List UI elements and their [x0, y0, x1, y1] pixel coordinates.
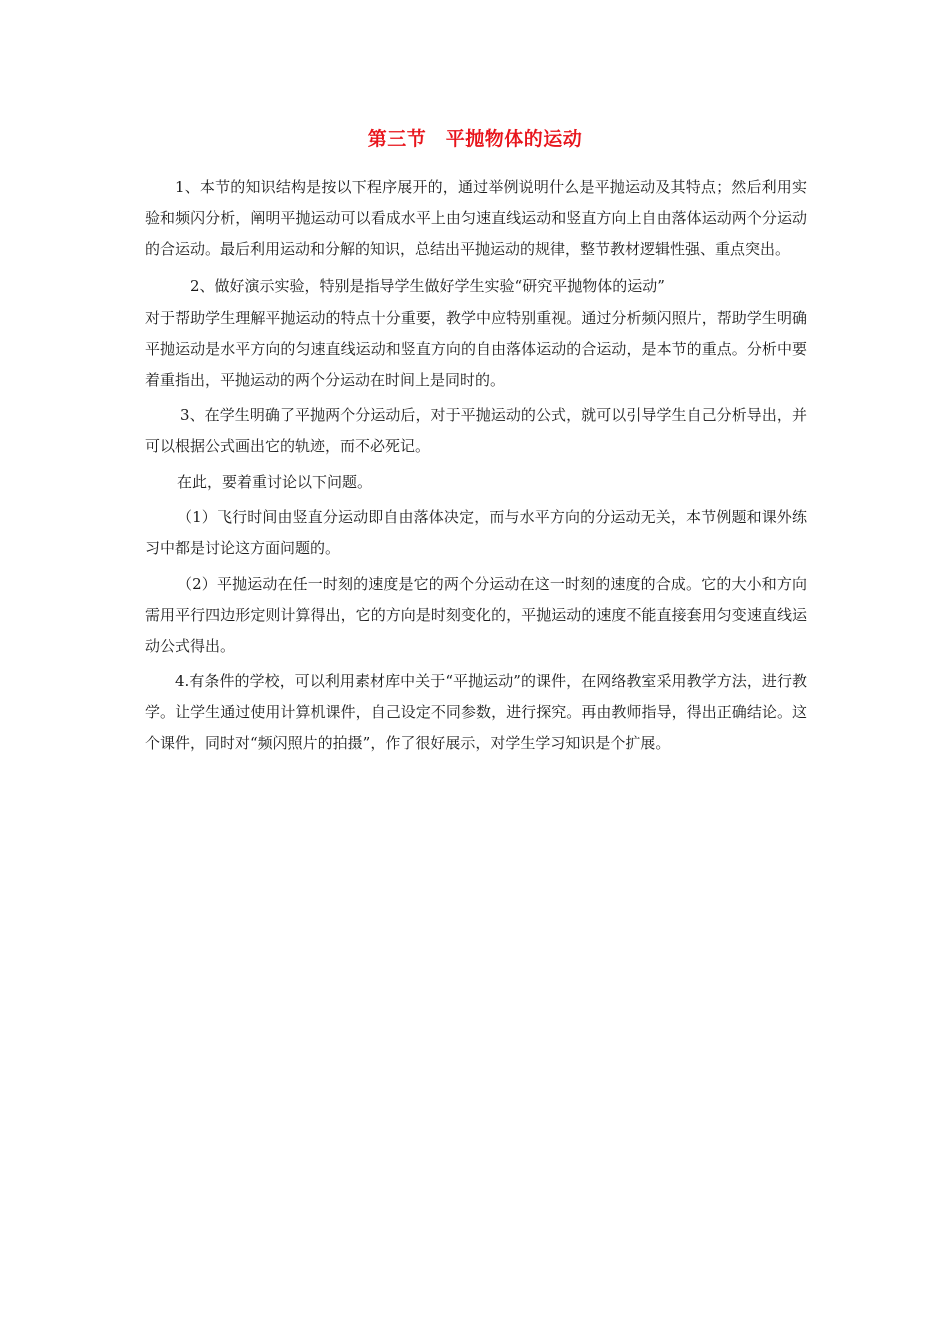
paragraph-2-heading: 2、做好演示实验，特别是指导学生做好学生实验“研究平抛物体的运动”	[190, 276, 665, 295]
paragraph-2-body: 对于帮助学生理解平抛运动的特点十分重要，教学中应特别重视。通过分析频闪照片，帮助学生明确平抛运动是水平方向的匀速直线运动和竖直方向的自由落体运动的合运动，是本节的重点。分析中要着重指出，平抛运动的两个分运动在时间上是同时的。	[145, 308, 807, 389]
paragraph-1: 1、本节的知识结构是按以下程序展开的，通过举例说明什么是平抛运动及其特点；然后利用实验和频闪分析，阐明平抛运动可以看成水平上由匀速直线运动和竖直方向上自由落体运动两个分运动的合运动。最后利用运动和分解的知识，总结出平抛运动的规律，整节教材逻辑性强、重点突出。	[145, 178, 807, 258]
paragraph-discussion-intro: 在此，要着重讨论以下问题。	[177, 472, 373, 491]
page-title: 第三节 平抛物体的运动	[367, 128, 583, 150]
document-body	[145, 172, 807, 764]
paragraph-item-2: （2）平抛运动在任一时刻的速度是它的两个分运动在这一时刻的速度的合成。它的大小和方向需用平行四边形定则计算得出，它的方向是时刻变化的，平抛运动的速度不能直接套用匀变速直线运动公式得出。	[145, 574, 807, 655]
paragraph-4: 4.有条件的学校，可以利用素材库中关于“平抛运动”的课件，在网络教室采用教学方法，进行教学。让学生通过使用计算机课件，自己设定不同参数，进行探究。再由教师指导，得出正确结论。这个课件，同时对“频闪照片的拍摄”，作了很好展示，对学生学习知识是个扩展。	[145, 672, 807, 752]
paragraph-item-1: （1）飞行时间由竖直分运动即自由落体决定，而与水平方向的分运动无关，本节例题和课外练习中都是讨论这方面问题的。	[145, 508, 807, 557]
paragraph-3: 3、在学生明确了平抛两个分运动后，对于平抛运动的公式，就可以引导学生自己分析导出，并可以根据公式画出它的轨迹，而不必死记。	[145, 406, 807, 455]
